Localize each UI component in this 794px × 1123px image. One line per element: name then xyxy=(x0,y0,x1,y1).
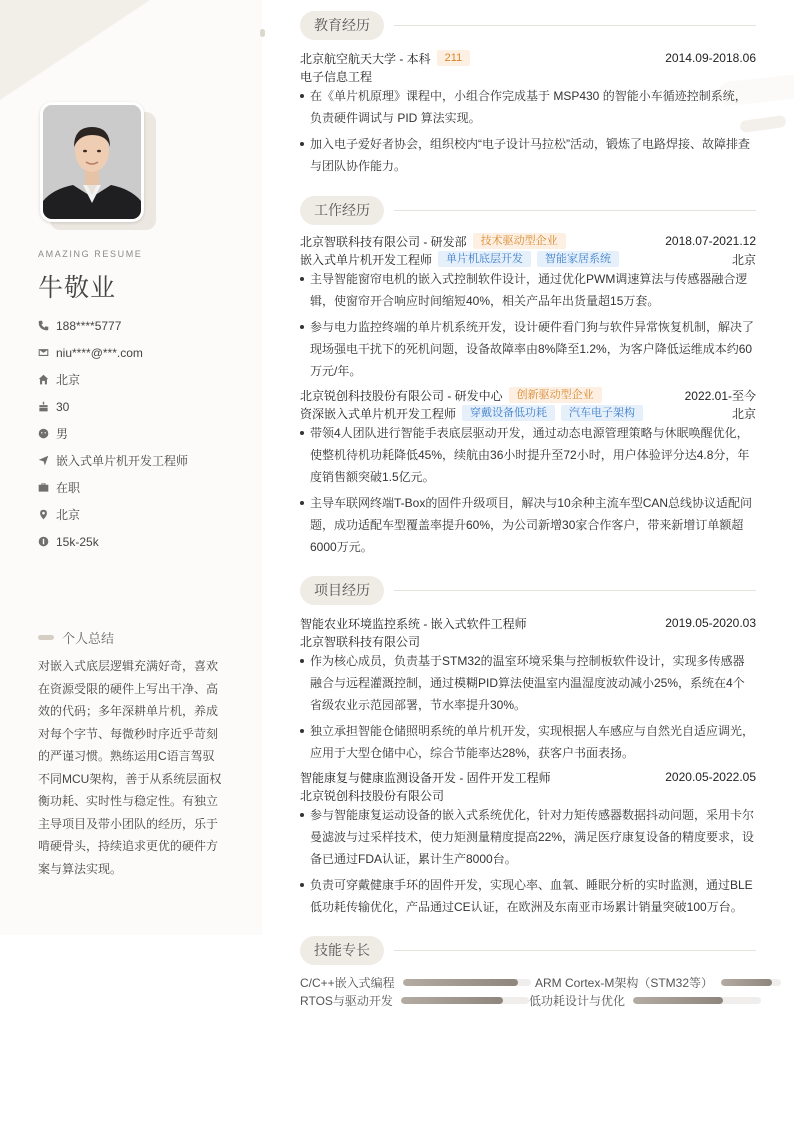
project-company-row xyxy=(300,786,756,804)
info-status xyxy=(38,474,188,501)
company-tag: 技术驱动型企业 xyxy=(473,233,566,249)
job-company: 北京锐创科技股份有限公司 - 研发中心 xyxy=(300,388,503,403)
job-bullet: 参与电力监控终端的单片机系统开发，设计硬件看门狗与软件异常恢复机制，解决了现场强电干扰下的死机问题，设备故障率由8%降至1.2%，为客户降低运维成本约60万元/年。 xyxy=(300,316,756,382)
school-name: 北京航空航天大学 - 本科 xyxy=(300,51,431,66)
section-title: 教育经历 xyxy=(300,11,384,40)
section-divider xyxy=(394,590,756,591)
section-title: 项目经历 xyxy=(300,576,384,605)
project-company-row xyxy=(300,632,756,650)
education-bullet: 加入电子爱好者协会，组织校内“电子设计马拉松”活动，锻炼了电路焊接、故障排查与团队协作能力。 xyxy=(300,133,756,177)
profile-photo xyxy=(40,102,156,230)
summary-text: 对嵌入式底层逻辑充满好奇，喜欢在资源受限的硬件上写出干净、高效的代码；多年深耕单片机，养成对每个字节、每微秒时序近乎苛刻的严谨习惯。熟练运用C语言驾驭不同MCU架构，善于从系统层面权衡功耗、实时性与稳定性。有独立主导项目及带小团队的经历，乐于啃硬骨头，持续追求更优的硬件方案与算法实现。 xyxy=(38,659,222,876)
job-tag: 穿戴设备低功耗 xyxy=(462,405,555,421)
section-divider xyxy=(394,210,756,211)
money-icon xyxy=(38,536,56,547)
project-company: 北京智联科技有限公司 xyxy=(300,634,421,649)
skill-level-fill xyxy=(721,979,772,986)
gender-icon xyxy=(38,428,56,439)
skill-level-fill xyxy=(633,997,723,1004)
skill-name: 低功耗设计与优化 xyxy=(529,993,626,1008)
info-salary xyxy=(38,528,188,555)
project-date: 2019.05-2020.03 xyxy=(665,616,756,630)
skill-item xyxy=(529,991,761,1009)
info-gender xyxy=(38,420,188,447)
project-name: 智能康复与健康监测设备开发 - 固件开发工程师 xyxy=(300,770,551,785)
section-header-projects xyxy=(300,576,756,605)
info-job-target xyxy=(38,447,188,474)
skill-bar xyxy=(633,997,761,1004)
age-value: 30 xyxy=(56,399,70,414)
job-position-row xyxy=(300,250,756,268)
summary-header xyxy=(38,628,114,647)
tagline: AMAZING RESUME xyxy=(38,249,143,259)
section-divider xyxy=(394,950,756,951)
section-title: 技能专长 xyxy=(300,936,384,965)
major: 电子信息工程 xyxy=(300,69,373,84)
avatar xyxy=(40,102,144,222)
section-divider xyxy=(394,25,756,26)
project-row xyxy=(300,614,756,632)
location-icon xyxy=(38,509,56,520)
info-email xyxy=(38,339,188,366)
location-value: 北京 xyxy=(56,508,81,522)
info-hometown xyxy=(38,366,188,393)
hometown-value: 北京 xyxy=(56,373,81,387)
job-tag: 汽车电子架构 xyxy=(561,405,643,421)
job-bullet: 带领4人团队进行智能手表底层驱动开发，通过动态电源管理策略与休眠唤醒优化，使整机待机功耗降低45%，续航由36小时提升至72小时，用户体验评分达4.8分，年度销售额突破1.5亿元。 xyxy=(300,422,756,488)
email-value: niu****@***.com xyxy=(56,345,143,360)
job-row xyxy=(300,232,756,250)
home-icon xyxy=(38,374,56,385)
skill-level-fill xyxy=(403,979,518,986)
skill-name: C/C++嵌入式编程 xyxy=(300,975,395,990)
education-major-row xyxy=(300,67,756,85)
school-tag: 211 xyxy=(437,50,471,66)
education-row xyxy=(300,49,756,67)
job-position: 资深嵌入式单片机开发工程师 xyxy=(300,406,457,421)
salary-value: 15k-25k xyxy=(56,534,99,549)
job-date: 2022.01-至今 xyxy=(684,388,756,403)
project-bullet: 负责可穿戴健康手环的固件开发，实现心率、血氧、睡眠分析的实时监测，通过BLE低功耗传输优化，产品通过CE认证，在欧洲及东南亚市场累计销量突破100万台。 xyxy=(300,874,756,918)
mail-icon xyxy=(38,347,56,358)
project-bullet: 参与智能康复运动设备的嵌入式系统优化，针对力矩传感器数据抖动问题，采用卡尔曼滤波与过采样技术，使力矩测量精度提高22%，满足医疗康复设备的精度要求，设备已通过FDA认证，累计生产8000台。 xyxy=(300,804,756,870)
phone-value: 188****5777 xyxy=(56,318,122,333)
project-bullet: 作为核心成员，负责基于STM32的温室环境采集与控制板软件设计，实现多传感器融合与远程灌溉控制，通过模糊PID算法使温室内温湿度波动减小25%，系统在4个省级农业示范园部署，节水率提升30%。 xyxy=(300,650,756,716)
section-header-work xyxy=(300,196,756,225)
project-name: 智能农业环境监控系统 - 嵌入式软件工程师 xyxy=(300,616,527,631)
job-position: 嵌入式单片机开发工程师 xyxy=(300,252,433,267)
project-company: 北京锐创科技股份有限公司 xyxy=(300,788,445,803)
job-tag: 智能家居系统 xyxy=(537,251,619,267)
portrait-image xyxy=(43,105,141,219)
job-target-value: 嵌入式单片机开发工程师 xyxy=(56,454,189,468)
skill-bar xyxy=(721,979,781,986)
gender-value: 男 xyxy=(56,427,69,441)
company-tag: 创新驱动型企业 xyxy=(509,387,602,403)
job-tag: 单片机底层开发 xyxy=(438,251,531,267)
job-city: 北京 xyxy=(731,252,756,267)
summary-bar-icon xyxy=(38,635,54,640)
section-header-education xyxy=(300,11,756,40)
cake-icon xyxy=(38,401,56,412)
skill-bar xyxy=(403,979,531,986)
briefcase-icon xyxy=(38,482,56,493)
project-date: 2020.05-2022.05 xyxy=(665,770,756,784)
education-bullet: 在《单片机原理》课程中，小组合作完成基于 MSP430 的智能小车循迹控制系统，负责硬件调试与 PID 算法实现。 xyxy=(300,85,756,129)
skill-item xyxy=(300,991,529,1009)
job-date: 2018.07-2021.12 xyxy=(665,234,756,248)
personal-info-list xyxy=(38,312,188,555)
project-bullet: 独立承担智能仓储照明系统的单片机开发，实现根据人车感应与自然光自适应调光，应用于大型仓储中心，综合节能率达28%，获客户书面表扬。 xyxy=(300,720,756,764)
info-age xyxy=(38,393,188,420)
info-phone xyxy=(38,312,188,339)
edge-decoration xyxy=(260,29,265,37)
education-date: 2014.09-2018.06 xyxy=(665,51,756,65)
job-bullet: 主导智能窗帘电机的嵌入式控制软件设计，通过优化PWM调速算法与传感器融合逻辑，使窗帘开合响应时间缩短40%，相关产品年出货量超15万套。 xyxy=(300,268,756,312)
skill-level-fill xyxy=(401,997,503,1004)
skill-item xyxy=(300,973,531,991)
job-bullet: 主导车联网终端T-Box的固件升级项目，解决与10余种主流车型CAN总线协议适配问题，成功适配车型覆盖率提升60%，为公司新增30家合作客户，带来新增订单额超6000万元。 xyxy=(300,492,756,558)
skill-bar xyxy=(401,997,529,1004)
info-location xyxy=(38,501,188,528)
summary-title: 个人总结 xyxy=(62,631,115,646)
job-position-row xyxy=(300,404,756,422)
section-header-skills xyxy=(300,936,756,965)
skill-name: ARM Cortex-M架构（STM32等） xyxy=(535,975,714,990)
send-icon xyxy=(38,455,56,466)
job-row xyxy=(300,386,756,404)
job-city: 北京 xyxy=(731,406,756,421)
corner-decoration xyxy=(0,0,150,100)
section-title: 工作经历 xyxy=(300,196,384,225)
phone-icon xyxy=(38,320,56,331)
status-value: 在职 xyxy=(56,481,81,495)
candidate-name: 牛敬业 xyxy=(38,274,117,302)
skill-item xyxy=(535,973,781,991)
project-row xyxy=(300,768,756,786)
job-company: 北京智联科技有限公司 - 研发部 xyxy=(300,234,467,249)
skill-name: RTOS与驱动开发 xyxy=(300,993,393,1008)
